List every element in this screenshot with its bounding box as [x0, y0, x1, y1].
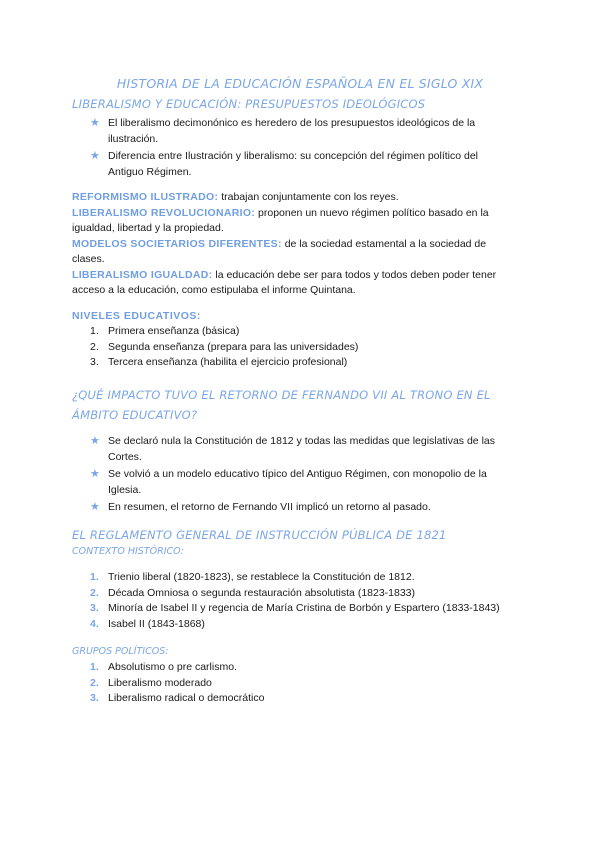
subheading-grupos: GRUPOS POLÍTICOS: [72, 646, 169, 657]
list-item: ★ Se declaró nula la Constitución de 1812 y todas las medidas que legislativas de las Cortes. [90, 435, 495, 463]
list-item: 1. Primera enseñanza (básica) [90, 325, 240, 337]
subheading-contexto: CONTEXTO HISTÓRICO: [72, 546, 184, 557]
star-icon: ★ [90, 435, 100, 447]
list-item: 3. Minoría de Isabel II y regencia de María Cristina de Borbón y Espartero (1833-1843) [90, 602, 500, 614]
star-icon: ★ [90, 117, 100, 129]
list-item: 1. Absolutismo o pre carlismo. [90, 661, 237, 673]
list-item: ★ El liberalismo decimonónico es heredero de los presupuestos ideológicos de la ilustración. [90, 117, 476, 145]
list-item: 2. Liberalismo moderado [90, 676, 212, 689]
list-item: 3. Liberalismo radical o democrático [90, 692, 265, 704]
section-heading-reglamento: EL REGLAMENTO GENERAL DE INSTRUCCIÓN PÚBLICA DE 1821 [72, 528, 447, 542]
bullet-list-liberalismo [90, 116, 510, 182]
context-list [90, 570, 530, 632]
definition-item: LIBERALISMO REVOLUCIONARIO: proponen un nuevo régimen político basado en la igualdad, libertad y la propiedad. [72, 206, 489, 234]
definition-item: LIBERALISMO IGUALDAD: la educación debe ser para todos y todos deben poder tener acceso a la educación, como estipulaba el informe Quintana. [72, 268, 497, 296]
list-item: 2. Década Omniosa o segunda restauración absolutista (1823-1833) [90, 586, 416, 599]
levels-list [90, 324, 510, 371]
groups-list [90, 660, 510, 707]
list-item: ★ Se volvió a un modelo educativo típico del Antiguo Régimen, con monopolio de la Iglesia. [90, 468, 487, 496]
definitions-block [72, 190, 512, 299]
list-item: 3. Tercera enseñanza (habilita el ejercicio profesional) [90, 356, 348, 368]
definition-item: MODELOS SOCIETARIOS DIFERENTES: de la sociedad estamental a la sociedad de clases. [72, 237, 487, 265]
levels-label: NIVELES EDUCATIVOS: [72, 310, 201, 322]
star-icon: ★ [90, 150, 100, 162]
list-item: 4. Isabel II (1843-1868) [90, 617, 205, 630]
list-item: ★ En resumen, el retorno de Fernando VII implicó un retorno al pasado. [90, 500, 520, 516]
star-icon: ★ [90, 501, 100, 513]
star-icon: ★ [90, 468, 100, 480]
bullet-list-fernando [90, 434, 520, 518]
list-item: ★ Diferencia entre Ilustración y liberalismo: su concepción del régimen político del Antiguo Régimen. [90, 150, 479, 178]
section-heading-fernando: ¿QUÉ IMPACTO TUVO EL RETORNO DE FERNANDO VII AL TRONO EN EL ÁMBITO EDUCATIVO? [72, 388, 491, 422]
section-heading-liberalismo: LIBERALISMO Y EDUCACIÓN: PRESUPUESTOS IDEOLÓGICOS [72, 97, 426, 111]
definition-item: REFORMISMO ILUSTRADO: trabajan conjuntamente con los reyes. [72, 191, 399, 203]
list-item: 2. Segunda enseñanza (prepara para las universidades) [90, 340, 359, 353]
list-item: 1. Trienio liberal (1820-1823), se restablece la Constitución de 1812. [90, 571, 415, 583]
page-title: HISTORIA DE LA EDUCACIÓN ESPAÑOLA EN EL SIGLO XIX [116, 76, 484, 91]
